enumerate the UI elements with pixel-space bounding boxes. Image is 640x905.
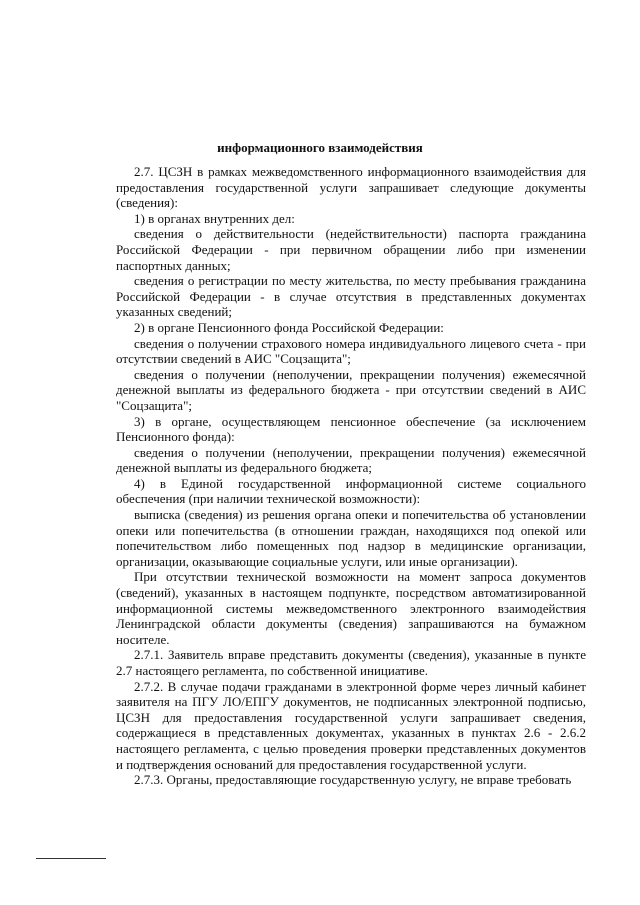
paragraph-internal-affairs: 1) в органах внутренних дел:	[134, 210, 295, 226]
paragraph-2-7-1: 2.7.1. Заявитель вправе представить документы (сведения), указанные в пункте 2.7 настоящего регламента, по собственной инициативе.	[116, 647, 586, 678]
paragraph-pension-fund: 2) в органе Пенсионного фонда Российской Федерации:	[134, 319, 444, 335]
paragraph-unified-system: 4) в Единой государственной информационной системе социального обеспечения (при наличии технической возможности):	[116, 475, 586, 507]
document-body	[116, 164, 586, 788]
paragraph-2-7-2: 2.7.2. В случае подачи гражданами в электронной форме через личный кабинет заявителя на ПГУ ЛО/ЕПГУ документов, не подписанных электронной подписью, ЦСЗН для предоставления государственной услуги запрашивает сведения, содержащиеся в представленных документах, указанных в пунктах 2.6 - 2.6.2 настоящего регламента, с целью проведения проверки представленных документов и подтверждения оснований для предоставления государственной услуги.	[116, 678, 586, 772]
paragraph-passport-validity: сведения о действительности (недействительности) паспорта гражданина Российской Федерации - при первичном обращении либо при изменении паспортных данных;	[116, 226, 586, 273]
paragraph-pension-body: 3) в органе, осуществляющем пенсионное обеспечение (за исключением Пенсионного фонда):	[116, 413, 586, 445]
paragraph-2-7-3: 2.7.3. Органы, предоставляющие государственную услугу, не вправе требовать	[134, 772, 572, 788]
paragraph-no-technical-possibility: При отсутствии технической возможности на момент запроса документов (сведений), указанных в настоящем подпункте, посредством автоматизированной информационной системы межведомственного электронного взаимодействия Ленинградской области документы (сведения) запрашиваются на бумажном носителе.	[116, 569, 586, 647]
paragraph-monthly-payment: сведения о получении (неполучении, прекращении получения) ежемесячной денежной выплаты из федерального бюджета - при отсутствии сведений в АИС "Соцзащита";	[116, 366, 586, 413]
paragraph-guardianship: выписка (сведения) из решения органа опеки и попечительства об установлении опеки или попечительства (в отношении граждан, находящихся под опекой или попечительством либо помещенных под надзор в медицинские организации, организации, оказывающие социальные услуги, или иные организации).	[116, 507, 586, 569]
section-heading: информационного взаимодействия	[217, 140, 423, 155]
paragraph-2-7: 2.7. ЦСЗН в рамках межведомственного информационного взаимодействия для предоставления государственной услуги запрашивает следующие документы (сведения):	[116, 164, 586, 211]
paragraph-monthly-payment-federal: сведения о получении (неполучении, прекращении получения) ежемесячной денежной выплаты из федерального бюджета;	[116, 444, 586, 476]
footnote-separator	[36, 858, 106, 859]
paragraph-insurance-number: сведения о получении страхового номера индивидуального лицевого счета - при отсутствии сведений в АИС "Соцзащита";	[116, 335, 586, 367]
paragraph-registration: сведения о регистрации по месту жительства, по месту пребывания гражданина Российской Федерации - в случае отсутствия в представленных документах указанных сведений;	[116, 273, 586, 320]
